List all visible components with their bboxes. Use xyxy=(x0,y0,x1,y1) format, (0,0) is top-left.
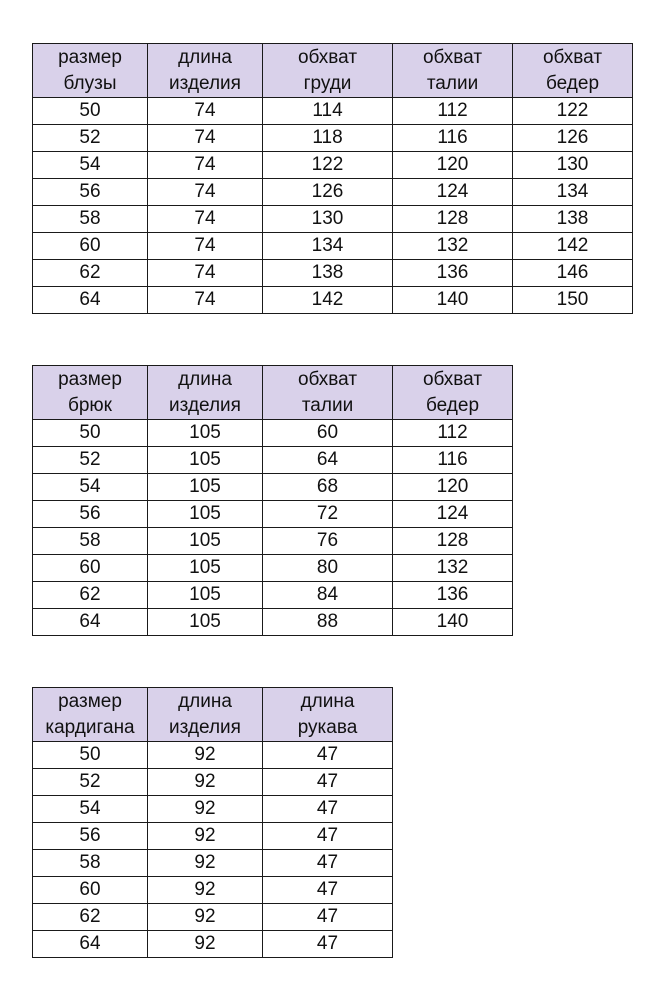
table-cell: 116 xyxy=(393,447,513,474)
table-cell: 54 xyxy=(33,796,148,823)
table-cell: 64 xyxy=(33,287,148,314)
table-cell: 112 xyxy=(393,98,513,125)
table-row xyxy=(33,555,513,582)
table-cell: 105 xyxy=(148,555,263,582)
table-row xyxy=(33,233,633,260)
table-cell: 64 xyxy=(263,447,393,474)
table-cell: 105 xyxy=(148,501,263,528)
table-row xyxy=(33,501,513,528)
table-cell: 64 xyxy=(33,609,148,636)
table-cell: 126 xyxy=(513,125,633,152)
table-cell: 138 xyxy=(263,260,393,287)
column-header xyxy=(393,44,513,98)
table-cell: 140 xyxy=(393,609,513,636)
table-cell: 47 xyxy=(263,850,393,877)
column-header-line: бедер xyxy=(545,72,600,94)
blouse-size-table xyxy=(32,43,633,314)
table-cell: 64 xyxy=(33,931,148,958)
table-cell: 105 xyxy=(148,582,263,609)
table-cell: 105 xyxy=(148,528,263,555)
table-cell: 105 xyxy=(148,474,263,501)
table-row xyxy=(33,98,633,125)
table-cell: 56 xyxy=(33,501,148,528)
header-row xyxy=(33,44,633,98)
table-cell: 74 xyxy=(148,260,263,287)
table-cell: 92 xyxy=(148,850,263,877)
table-cell: 56 xyxy=(33,179,148,206)
table-cell: 105 xyxy=(148,447,263,474)
table-row xyxy=(33,850,393,877)
trousers-size-table xyxy=(32,365,513,636)
column-header-line: обхват xyxy=(422,46,483,68)
table-row xyxy=(33,179,633,206)
column-header-line: длина xyxy=(178,690,232,712)
table-cell: 60 xyxy=(33,555,148,582)
column-header-line: обхват xyxy=(542,46,603,68)
table-cell: 120 xyxy=(393,152,513,179)
column-header xyxy=(148,366,263,420)
table-cell: 74 xyxy=(148,206,263,233)
column-header xyxy=(33,44,148,98)
table-cell: 47 xyxy=(263,931,393,958)
table-cell: 47 xyxy=(263,796,393,823)
cardigan-size-table xyxy=(32,687,393,958)
table-cell: 58 xyxy=(33,850,148,877)
table-row xyxy=(33,447,513,474)
table-row xyxy=(33,420,513,447)
table-cell: 74 xyxy=(148,233,263,260)
table-cell: 74 xyxy=(148,179,263,206)
column-header-line: размер xyxy=(58,690,122,712)
table-row xyxy=(33,260,633,287)
column-header-line: изделия xyxy=(169,716,241,738)
table-cell: 92 xyxy=(148,769,263,796)
table-cell: 54 xyxy=(33,152,148,179)
table-row xyxy=(33,742,393,769)
table-cell: 92 xyxy=(148,904,263,931)
column-header xyxy=(148,688,263,742)
table-cell: 50 xyxy=(33,742,148,769)
table-row xyxy=(33,152,633,179)
table-cell: 62 xyxy=(33,582,148,609)
column-header-line: размер xyxy=(58,46,122,68)
table-cell: 134 xyxy=(513,179,633,206)
column-header-line: размер xyxy=(58,368,122,390)
table-cell: 60 xyxy=(33,233,148,260)
table-cell: 114 xyxy=(263,98,393,125)
column-header-line: обхват xyxy=(422,368,483,390)
table-cell: 74 xyxy=(148,98,263,125)
table-cell: 47 xyxy=(263,742,393,769)
table-row xyxy=(33,287,633,314)
table-cell: 150 xyxy=(513,287,633,314)
table-row xyxy=(33,931,393,958)
table-cell: 130 xyxy=(513,152,633,179)
table-cell: 60 xyxy=(33,877,148,904)
column-header-line: брюк xyxy=(67,394,112,416)
table-cell: 134 xyxy=(263,233,393,260)
column-header-line: кардигана xyxy=(45,716,135,738)
table-cell: 118 xyxy=(263,125,393,152)
column-header-line: бедер xyxy=(425,394,480,416)
table-row xyxy=(33,206,633,233)
column-header-line: длина xyxy=(300,690,355,712)
column-header-line: груди xyxy=(303,72,352,94)
header-row xyxy=(33,688,393,742)
table-cell: 122 xyxy=(263,152,393,179)
table-cell: 74 xyxy=(148,152,263,179)
table-row xyxy=(33,609,513,636)
table-cell: 72 xyxy=(263,501,393,528)
column-header xyxy=(263,366,393,420)
table-cell: 60 xyxy=(263,420,393,447)
column-header xyxy=(33,688,148,742)
table-cell: 47 xyxy=(263,877,393,904)
header-row xyxy=(33,366,513,420)
table-cell: 92 xyxy=(148,823,263,850)
table-cell: 142 xyxy=(263,287,393,314)
table-cell: 105 xyxy=(148,609,263,636)
table-cell: 132 xyxy=(393,233,513,260)
table-cell: 58 xyxy=(33,528,148,555)
column-header xyxy=(513,44,633,98)
column-header-line: талии xyxy=(426,72,479,94)
table-cell: 62 xyxy=(33,260,148,287)
table-row xyxy=(33,904,393,931)
table-cell: 126 xyxy=(263,179,393,206)
column-header xyxy=(263,44,393,98)
table-cell: 128 xyxy=(393,528,513,555)
table-cell: 47 xyxy=(263,904,393,931)
table-cell: 120 xyxy=(393,474,513,501)
table-row xyxy=(33,125,633,152)
table-cell: 146 xyxy=(513,260,633,287)
column-header-line: изделия xyxy=(169,72,241,94)
table-cell: 132 xyxy=(393,555,513,582)
table-cell: 50 xyxy=(33,420,148,447)
table-cell: 76 xyxy=(263,528,393,555)
table-row xyxy=(33,474,513,501)
table-cell: 92 xyxy=(148,796,263,823)
table-cell: 74 xyxy=(148,125,263,152)
table-cell: 142 xyxy=(513,233,633,260)
table-row xyxy=(33,877,393,904)
table-row xyxy=(33,823,393,850)
table-cell: 130 xyxy=(263,206,393,233)
table-cell: 80 xyxy=(263,555,393,582)
table-cell: 138 xyxy=(513,206,633,233)
column-header-line: изделия xyxy=(169,394,241,416)
column-header xyxy=(393,366,513,420)
table-cell: 56 xyxy=(33,823,148,850)
table-cell: 92 xyxy=(148,742,263,769)
table-cell: 74 xyxy=(148,287,263,314)
table-row xyxy=(33,528,513,555)
column-header-line: талии xyxy=(301,394,354,416)
table-row xyxy=(33,796,393,823)
column-header xyxy=(33,366,148,420)
table-cell: 92 xyxy=(148,931,263,958)
table-cell: 52 xyxy=(33,125,148,152)
table-cell: 92 xyxy=(148,877,263,904)
table-row xyxy=(33,582,513,609)
table-cell: 105 xyxy=(148,420,263,447)
table-cell: 124 xyxy=(393,501,513,528)
table-cell: 68 xyxy=(263,474,393,501)
table-cell: 88 xyxy=(263,609,393,636)
table-cell: 54 xyxy=(33,474,148,501)
column-header xyxy=(148,44,263,98)
column-header-line: обхват xyxy=(297,46,358,68)
table-cell: 52 xyxy=(33,769,148,796)
column-header-line: рукава xyxy=(297,716,358,738)
table-cell: 84 xyxy=(263,582,393,609)
table-cell: 47 xyxy=(263,769,393,796)
column-header-line: обхват xyxy=(297,368,358,390)
table-row xyxy=(33,769,393,796)
table-cell: 47 xyxy=(263,823,393,850)
column-header-line: длина xyxy=(178,46,232,68)
column-header-line: длина xyxy=(178,368,232,390)
table-cell: 116 xyxy=(393,125,513,152)
table-cell: 140 xyxy=(393,287,513,314)
table-cell: 62 xyxy=(33,904,148,931)
column-header-line: блузы xyxy=(63,72,117,94)
table-cell: 50 xyxy=(33,98,148,125)
column-header xyxy=(263,688,393,742)
table-cell: 136 xyxy=(393,260,513,287)
table-cell: 122 xyxy=(513,98,633,125)
table-cell: 124 xyxy=(393,179,513,206)
table-cell: 58 xyxy=(33,206,148,233)
table-cell: 52 xyxy=(33,447,148,474)
table-cell: 128 xyxy=(393,206,513,233)
table-cell: 112 xyxy=(393,420,513,447)
table-cell: 136 xyxy=(393,582,513,609)
